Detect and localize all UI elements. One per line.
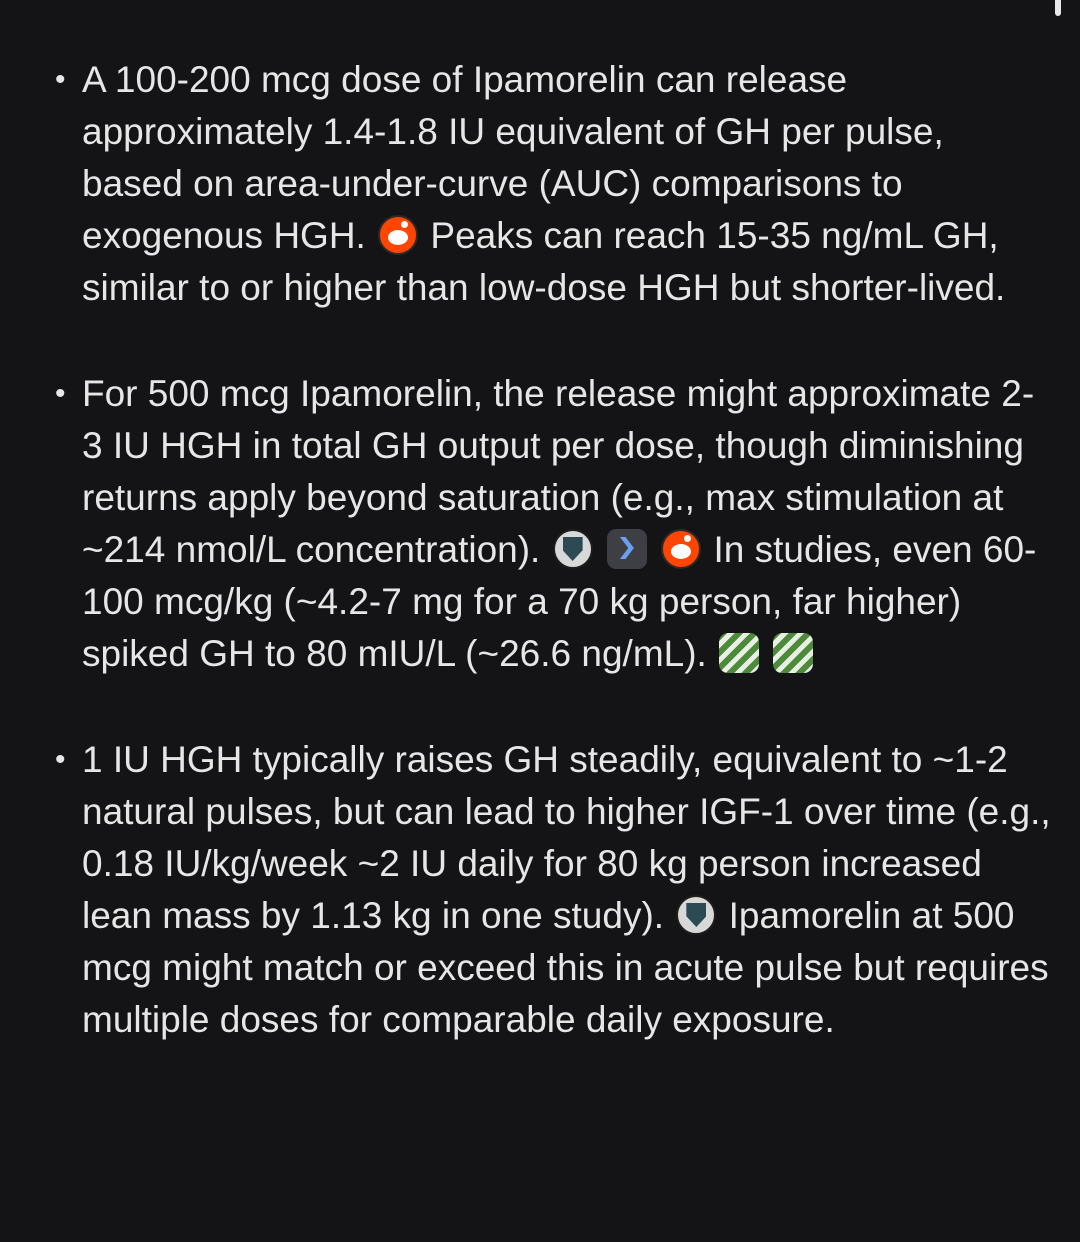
bullet-text: For 500 mcg Ipamorelin, the release might approximate 2-3 IU HGH in total GH output per dose, though diminishing returns apply beyond saturation (e.g., max stimulation at ~214 nmol/L concentration). (82, 373, 1035, 570)
list-item (52, 54, 1052, 314)
stripe-icon[interactable] (773, 633, 813, 673)
bullet-icon: • (55, 63, 66, 96)
bullet-text: 1 IU HGH typically raises GH steadily, equivalent to ~1-2 natural pulses, but can lead to higher IGF-1 over time (e.g., 0.18 IU/kg/week ~2 IU daily for 80 kg person increased lean mass by 1.13 kg in one study). (82, 739, 1051, 936)
list-item (52, 734, 1052, 1046)
bullet-text: Ipamorelin at 500 mcg might match or exceed this in acute pulse but requires multiple doses for comparable daily exposure. (82, 895, 1049, 1040)
reddit-icon[interactable] (378, 215, 418, 255)
bullet-icon: • (55, 743, 66, 776)
chevron-icon[interactable] (607, 529, 647, 569)
bullet-text: Peaks can reach 15-35 ng/mL GH, similar to or higher than low-dose HGH but shorter-lived. (82, 215, 1006, 308)
bullet-icon: • (55, 377, 66, 410)
list-item (52, 368, 1052, 680)
stripe-icon[interactable] (719, 633, 759, 673)
shield-icon[interactable] (553, 529, 593, 569)
bullet-text: A 100-200 mcg dose of Ipamorelin can release approximately 1.4-1.8 IU equivalent of GH per pulse, based on area-under-curve (AUC) comparisons to exogenous HGH. (82, 59, 944, 256)
reddit-icon[interactable] (661, 529, 701, 569)
bullet-text: In studies, even 60-100 mcg/kg (~4.2-7 mg for a 70 kg person, far higher) spiked GH to 80 mIU/L (~26.6 ng/mL). (82, 529, 1037, 674)
bullet-list (52, 54, 1052, 1100)
scrollbar[interactable] (1055, 0, 1061, 16)
shield-icon[interactable] (676, 895, 716, 935)
